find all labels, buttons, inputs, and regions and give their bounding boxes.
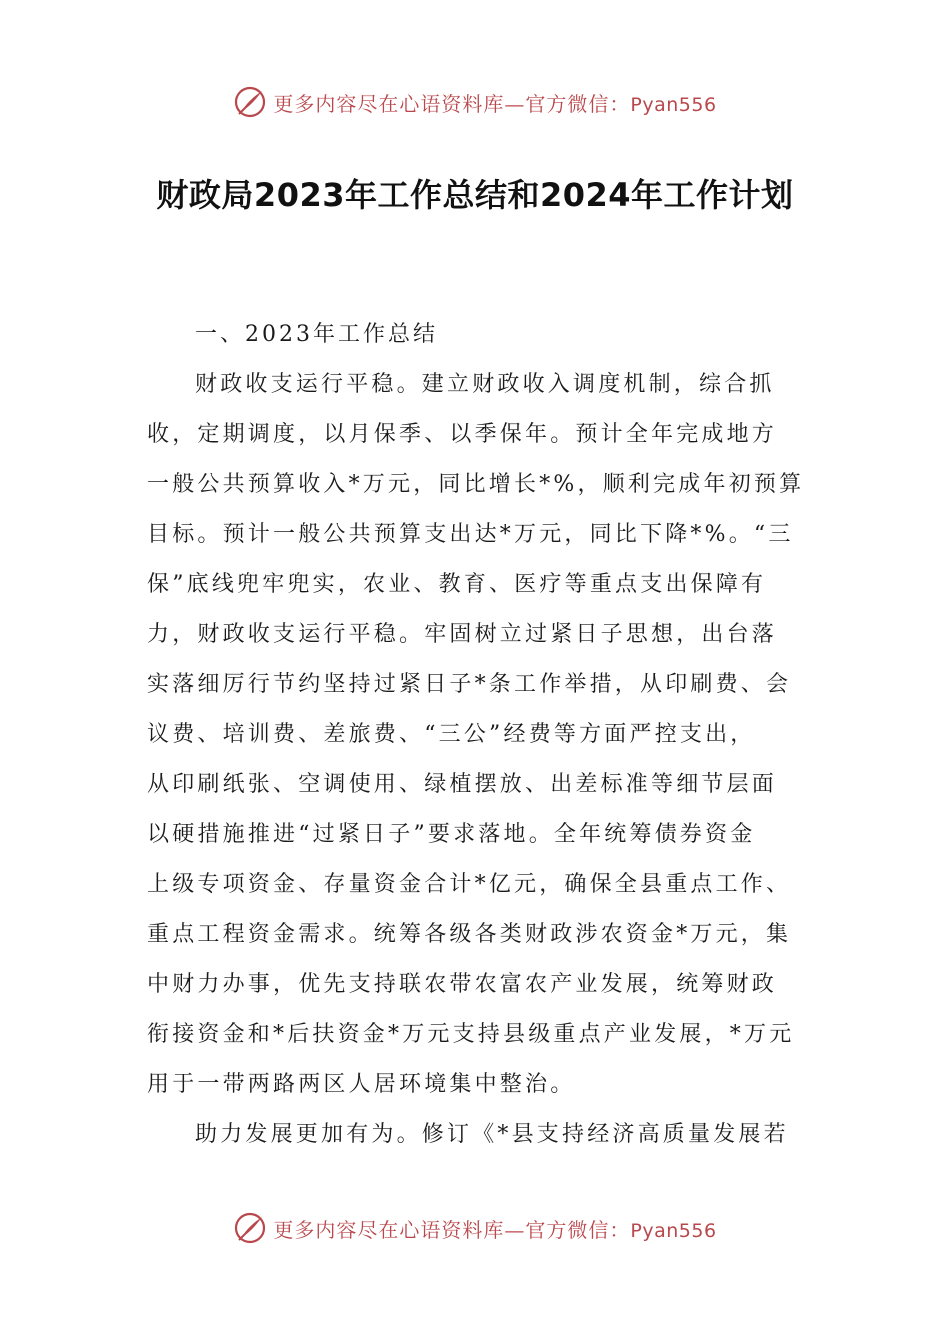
- body-line: 财政收支运行平稳。建立财政收入调度机制，综合抓: [195, 372, 775, 397]
- body-line: 从印刷纸张、空调使用、绿植摆放、出差标准等细节层面: [147, 772, 778, 797]
- body-line: 一般公共预算收入*万元，同比增长*%，顺利完成年初预算: [147, 472, 805, 497]
- watermark-footer: [0, 1208, 950, 1248]
- document-body: [147, 310, 805, 1160]
- body-line: 议费、培训费、差旅费、“三公”经费等方面严控支出，: [147, 722, 756, 747]
- body-line: 助力发展更加有为。修订《*县支持经济高质量发展若: [195, 1122, 789, 1147]
- body-line: 衔接资金和*后扶资金*万元支持县级重点产业发展，*万元: [147, 1022, 795, 1047]
- document-title: 财政局2023年工作总结和2024年工作计划: [156, 176, 794, 214]
- body-line: 重点工程资金需求。统筹各级各类财政涉农资金*万元，集: [147, 922, 792, 947]
- watermark-wechat-id: Pyan556: [630, 93, 717, 116]
- watermark-main-text: 更多内容尽在心语资料库—官方微信：: [273, 91, 631, 116]
- watermark-text: [273, 88, 716, 117]
- quill-logo-icon: [233, 1211, 267, 1245]
- section-heading: 一、2023年工作总结: [195, 322, 438, 347]
- body-text: [147, 360, 805, 1160]
- watermark-main-text: 更多内容尽在心语资料库—官方微信：: [273, 1217, 631, 1242]
- body-line: 收，定期调度，以月保季、以季保年。预计全年完成地方: [147, 422, 778, 447]
- watermark-text: [273, 1214, 716, 1243]
- body-line: 上级专项资金、存量资金合计*亿元，确保全县重点工作、: [147, 872, 792, 897]
- quill-logo-icon: [233, 85, 267, 119]
- watermark-header: [0, 82, 950, 122]
- body-line: 保”底线兜牢兜实，农业、教育、医疗等重点支出保障有: [147, 572, 767, 597]
- body-line: 以硬措施推进“过紧日子”要求落地。全年统筹债券资金: [147, 822, 756, 847]
- watermark-wechat-id: Pyan556: [630, 1219, 717, 1242]
- body-line: 力，财政收支运行平稳。牢固树立过紧日子思想，出台落: [147, 622, 778, 647]
- body-line: 实落细厉行节约坚持过紧日子*条工作举措，从印刷费、会: [147, 672, 792, 697]
- body-line: 中财力办事，优先支持联农带农富农产业发展，统筹财政: [147, 972, 778, 997]
- body-line: 目标。预计一般公共预算支出达*万元，同比下降*%。“三: [147, 522, 794, 547]
- body-line: 用于一带两路两区人居环境集中整治。: [147, 1072, 576, 1097]
